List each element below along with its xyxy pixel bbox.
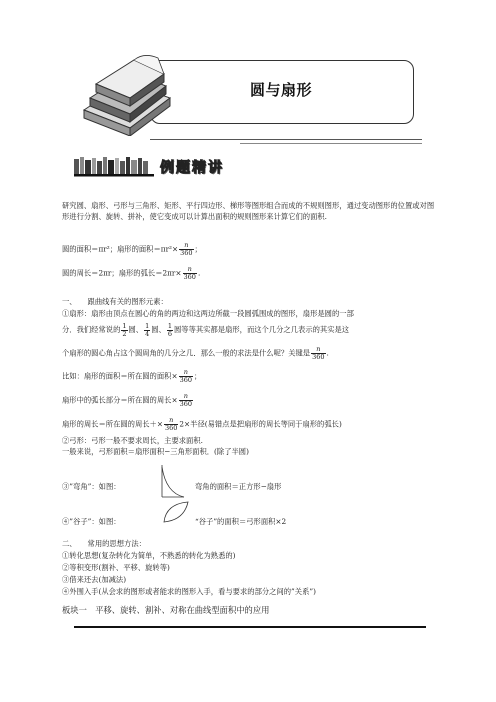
sector-definition: ①扇形：扇形由顶点在圆心的角的两边和这两边所截一段圆弧围成的图形，扇形是圆的一部 — [62, 309, 354, 318]
formula-perimeter: 圆的周长＝2πr；扇形的弧长＝2πr× $\frac{n}{360}$ . — [62, 265, 201, 281]
header-rule — [150, 139, 422, 140]
leaf-shape-figure — [162, 500, 190, 524]
method-item: ①转化思想(复杂转化为简单，不熟悉的转化为熟悉的) — [62, 551, 236, 560]
footer-rule — [74, 626, 426, 628]
section-banner-label: 例题精讲 — [160, 160, 224, 176]
page-title: 圆与扇形 — [250, 81, 313, 99]
corner-label: ③”弯角”：如图： — [62, 482, 121, 491]
leaf-formula: “谷子”的面积＝弓形面积×2 — [195, 517, 287, 526]
method-item: ②等积变形(割补、平移、旋转等) — [62, 563, 170, 572]
module-title: 板块一 平移、旋转、割补、对称在曲线型面积中的应用 — [62, 605, 270, 615]
formula-area: 圆的面积＝πr²；扇形的面积＝πr²× $\frac{n}{360}$ ； — [62, 241, 202, 257]
method-item: ④外围入手(从会求的图形或者能求的图形入手，看与要求的部分之间的”关系”) — [62, 587, 316, 596]
banner-bookshelf-icon — [74, 155, 158, 177]
sector-fraction-line: 分．我们经常说的 $\frac{1}{2}$ 圆、 $\frac{1}{4}$ 圆、 $\frac{1}{6}$ 圆等等其实都是扇形，而这个几分之几表示的其实是这 — [62, 321, 350, 338]
corner-formula: 弯角的面积＝正方形−扇形 — [195, 482, 282, 491]
sector-key-line: 个扇形的圆心角占这个圆周角的几分之几．那么一般的求法是什么呢？关键是 $\frac{n}{360}$ . — [62, 345, 329, 361]
method-item: ③借来还去(加减法) — [62, 575, 127, 584]
section1-heading: 一、 跟曲线有关的图形元素： — [62, 297, 168, 306]
books-illustration — [74, 52, 174, 136]
leaf-label: ④”谷子”：如图： — [62, 517, 121, 526]
intro-paragraph: 研究圆、扇形、弓形与三角形、矩形、平行四边形、梯形等图形组合而成的不规则图形，通过变动图形的位置或对图形进行分割、旋转、拼补，使它变成可以计算出面积的规则图形来计算它们的面积. — [62, 201, 435, 221]
section2-heading: 二、 常用的思想方法： — [62, 539, 146, 548]
example-arc: 扇形中的弧长部分＝所在圆的周长× $\frac{n}{360}$ — [62, 392, 192, 408]
corner-shape-figure — [160, 465, 186, 499]
header-rule-thin — [240, 143, 422, 144]
segment-definition: ②弓形：弓形一般不要求周长，主要求面积. — [62, 436, 203, 445]
example-area: 比如：扇形的面积＝所在圆的面积× $\frac{n}{360}$ ； — [62, 368, 202, 384]
segment-area: 一般来说，弓形面积＝扇形面积−三角形面积．(除了半圆) — [62, 447, 249, 456]
example-perimeter: 扇形的周长＝所在圆的周长＋× $\frac{n}{360}$ 2×半径(易错点是把扇形的周长等同于扇形的弧长) — [62, 416, 342, 432]
